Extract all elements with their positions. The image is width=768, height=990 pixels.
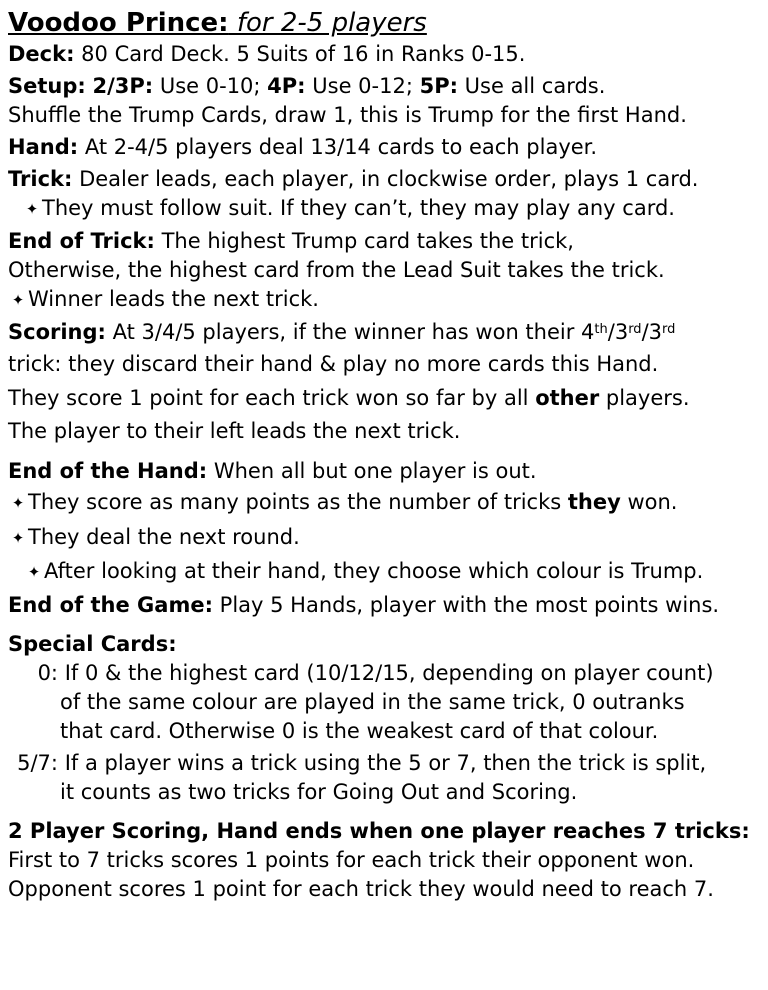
setup-5p-label: 5P: <box>419 74 458 98</box>
end-of-game-text: Play 5 Hands, player with the most points wins. <box>213 593 720 617</box>
setup-23p-label: 2/3P: <box>92 74 154 98</box>
scoring-sup-rd-2: rd <box>662 322 676 337</box>
end-of-hand-text: When all but one player is out. <box>207 459 537 483</box>
end-of-hand-bullet1-bold: they <box>567 490 621 514</box>
end-of-hand-bullet2-text: They deal the next round. <box>28 525 300 549</box>
special-card-zero <box>8 659 764 688</box>
two-player-line1: First to 7 tricks scores 1 points for each trick their opponent won. <box>8 848 695 872</box>
scoring-slash-2: /3 <box>641 320 662 344</box>
five-seven-card-line1: If a player wins a trick using the 5 or 7, then the trick is split, <box>64 751 707 775</box>
scoring-text: At 3/4/5 players, if the winner has won their 4 <box>105 320 595 344</box>
star-bullet-icon: ✦ <box>11 529 25 547</box>
setup-section <box>8 72 764 101</box>
two-player-label: 2 Player Scoring, Hand ends when one player reaches 7 tricks: <box>8 819 750 843</box>
setup-4p-text: Use 0-12; <box>305 74 420 98</box>
scoring-line2: trick: they discard their hand & play no more cards this Hand. <box>8 352 659 376</box>
end-of-trick-line2: Otherwise, the highest card from the Lead Suit takes the trick. <box>8 258 665 282</box>
end-of-trick-label: End of Trick: <box>8 229 155 253</box>
end-of-hand-bullet3-text: After looking at their hand, they choose which colour is Trump. <box>44 559 704 583</box>
trick-label: Trick: <box>8 167 73 191</box>
hand-text: At 2-4/5 players deal 13/14 cards to each player. <box>78 135 598 159</box>
title-subtitle: for 2-5 players <box>228 8 427 38</box>
setup-label: Setup: <box>8 74 86 98</box>
deck-label: Deck: <box>8 42 75 66</box>
end-of-game-label: End of the Game: <box>8 593 213 617</box>
scoring-sup-rd-1: rd <box>628 322 642 337</box>
scoring-line3-bold: other <box>535 386 600 410</box>
deck-text: 80 Card Deck. 5 Suits of 16 in Ranks 0-15. <box>74 42 526 66</box>
two-player-section <box>8 817 764 846</box>
end-of-hand-bullet-2 <box>8 520 764 555</box>
end-of-hand-bullet-3 <box>8 555 764 588</box>
end-of-trick-section <box>8 227 764 256</box>
title-main: Voodoo Prince: <box>8 8 229 38</box>
trick-section <box>8 165 764 194</box>
end-of-hand-section <box>8 457 764 486</box>
scoring-line3-a: They score 1 point for each trick won so far by all <box>8 386 536 410</box>
scoring-line3-b: players. <box>599 386 690 410</box>
setup-5p-text: Use all cards. <box>457 74 606 98</box>
scoring-slash-1: /3 <box>607 320 629 344</box>
special-card-five-seven <box>0 749 764 778</box>
scoring-section <box>8 318 764 347</box>
end-of-hand-bullet-1 <box>8 486 764 520</box>
star-bullet-icon: ✦ <box>11 494 25 512</box>
special-cards-label: Special Cards: <box>8 632 177 656</box>
end-of-game-section <box>8 591 764 620</box>
trick-text: Dealer leads, each player, in clockwise order, plays 1 card. <box>72 167 699 191</box>
trick-bullet-text: They must follow suit. If they can’t, they may play any card. <box>42 196 675 220</box>
zero-card-line1: If 0 & the highest card (10/12/15, depending on player count) <box>64 661 714 685</box>
trick-bullet <box>8 194 764 224</box>
setup-23p-text: Use 0-10; <box>153 74 268 98</box>
deck-section <box>8 40 764 69</box>
zero-card-line2: of the same colour are played in the same trick, 0 outranks <box>60 690 685 714</box>
setup-4p-label: 4P: <box>267 74 306 98</box>
end-of-hand-label: End of the Hand: <box>8 459 208 483</box>
scoring-line3 <box>8 381 764 415</box>
page-title <box>8 6 764 40</box>
star-bullet-icon: ✦ <box>25 200 39 218</box>
star-bullet-icon: ✦ <box>27 563 41 581</box>
star-bullet-icon: ✦ <box>11 291 25 309</box>
end-of-hand-bullet1-a: They score as many points as the number of tricks <box>28 490 568 514</box>
zero-card-label: 0: <box>37 661 58 685</box>
end-of-hand-bullet1-b: won. <box>620 490 678 514</box>
scoring-sup-th: th <box>594 322 608 337</box>
scoring-line4: The player to their left leads the next trick. <box>8 419 461 443</box>
special-cards-section <box>8 630 764 659</box>
two-player-line2: Opponent scores 1 point for each trick they would need to reach 7. <box>8 877 714 901</box>
hand-label: Hand: <box>8 135 79 159</box>
end-of-trick-bullet <box>8 285 764 315</box>
five-seven-card-line2: it counts as two tricks for Going Out and Scoring. <box>60 780 578 804</box>
five-seven-card-label: 5/7: <box>17 751 58 775</box>
scoring-label: Scoring: <box>8 320 106 344</box>
end-of-trick-bullet-text: Winner leads the next trick. <box>28 287 319 311</box>
hand-section <box>8 133 764 162</box>
end-of-trick-text: The highest Trump card takes the trick, <box>154 229 574 253</box>
zero-card-line3: that card. Otherwise 0 is the weakest card of that colour. <box>60 719 659 743</box>
rules-document <box>8 6 764 904</box>
setup-line2: Shuffle the Trump Cards, draw 1, this is Trump for the first Hand. <box>8 103 687 127</box>
